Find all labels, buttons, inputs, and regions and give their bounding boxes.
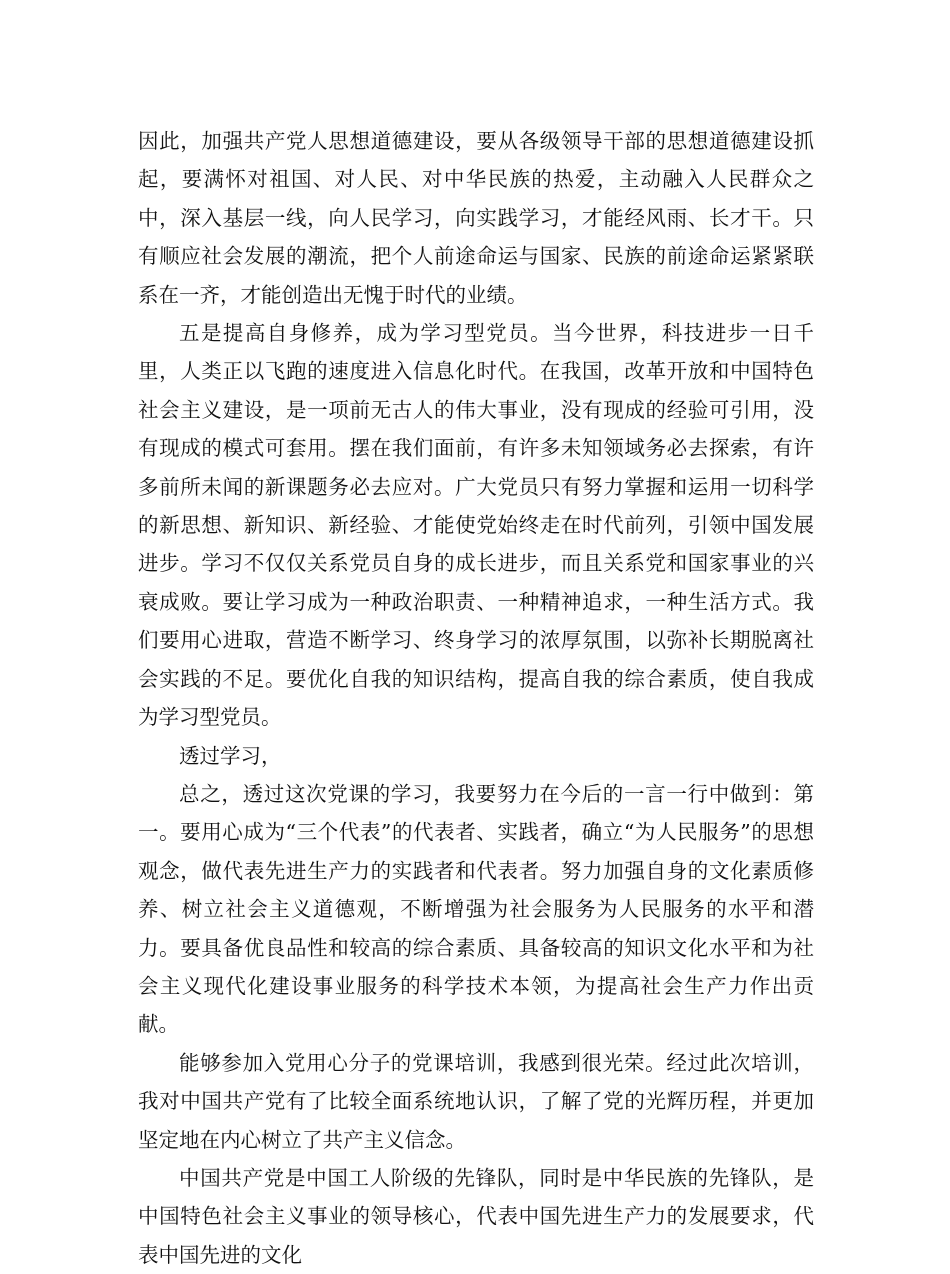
document-body	[138, 122, 814, 1274]
paragraph-4: 总之，透过这次党课的学习，我要努力在今后的一言一行中做到：第一。要用心成为“三个代表”的代表者、实践者，确立“为人民服务”的思想观念，做代表先进生产力的实践者和代表者。努力加强自身的文化素质修养、树立社会主义道德观，不断增强为社会服务为人民服务的水平和潜力。要具备优良品性和较高的综合素质、具备较高的知识文化水平和为社会主义现代化建设事业服务的科学技术本领，为提高社会生产力作出贡献。	[138, 781, 814, 1037]
paragraph-5: 能够参加入党用心分子的党课培训，我感到很光荣。经过此次培训，我对中国共产党有了比较全面系统地认识，了解了党的光辉历程，并更加坚定地在内心树立了共产主义信念。	[138, 1050, 814, 1152]
paragraph-3: 透过学习，	[179, 743, 282, 768]
paragraph-1: 因此，加强共产党人思想道德建设，要从各级领导干部的思想道德建设抓起，要满怀对祖国、对人民、对中华民族的热爱，主动融入人民群众之中，深入基层一线，向人民学习，向实践学习，才能经风雨、长才干。只有顺应社会发展的潮流，把个人前途命运与国家、民族的前途命运紧紧联系在一齐，才能创造出无愧于时代的业绩。	[138, 129, 814, 307]
paragraph-2: 五是提高自身修养，成为学习型党员。当今世界，科技进步一日千里，人类正以飞跑的速度进入信息化时代。在我国，改革开放和中国特色社会主义建设，是一项前无古人的伟大事业，没有现成的经验可引用，没有现成的模式可套用。摆在我们面前，有许多未知领域务必去探索，有许多前所未闻的新课题务必去应对。广大党员只有努力掌握和运用一切科学的新思想、新知识、新经验、才能使党始终走在时代前列，引领中国发展进步。学习不仅仅关系党员自身的成长进步，而且关系党和国家事业的兴衰成败。要让学习成为一种政治职责、一种精神追求，一种生活方式。我们要用心进取，营造不断学习、终身学习的浓厚氛围，以弥补长期脱离社会实践的不足。要优化自我的知识结构，提高自我的综合素质，使自我成为学习型党员。	[138, 321, 814, 730]
paragraph-6: 中国共产党是中国工人阶级的先锋队，同时是中华民族的先锋队，是中国特色社会主义事业的领导核心，代表中国先进生产力的发展要求，代表中国先进的文化	[138, 1165, 814, 1267]
